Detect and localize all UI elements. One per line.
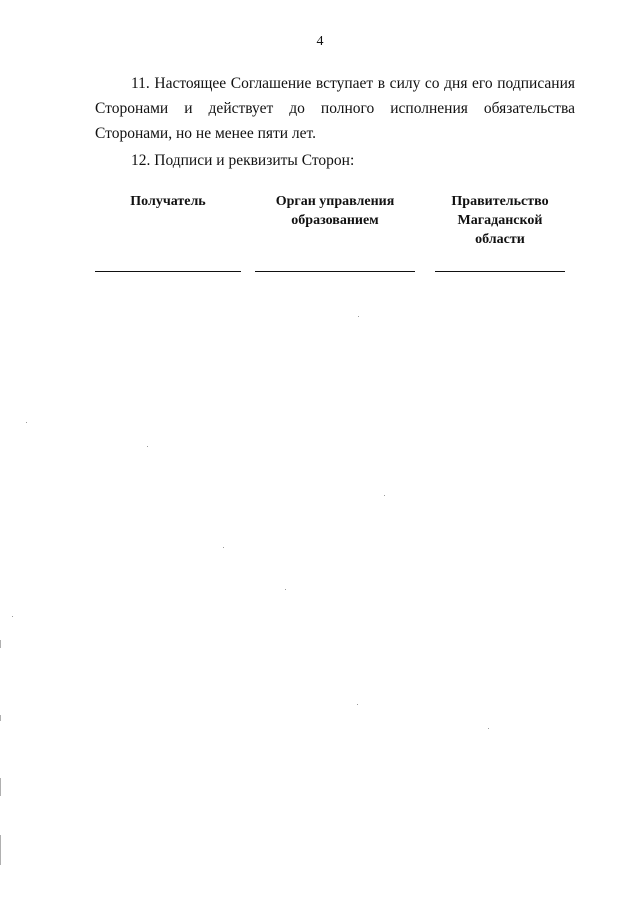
- signatory-education-authority-label: Орган управления образованием: [275, 194, 395, 228]
- signatory-magadan-government-label: Правительство Магаданской области: [451, 194, 549, 247]
- scan-speck: [358, 316, 359, 317]
- scan-speck: [285, 589, 286, 590]
- signature-line-education-authority: [255, 271, 415, 272]
- scan-speck: [26, 422, 27, 423]
- scan-edge-mark: [0, 715, 1, 721]
- scan-speck: [147, 446, 148, 447]
- page-number: 4: [316, 34, 324, 49]
- scan-edge-mark: [0, 835, 1, 865]
- clause-12-text: 12. Подписи и реквизиты Сторон:: [131, 152, 355, 169]
- signatory-recipient-label: Получатель: [130, 194, 206, 209]
- signature-line-magadan-government: [435, 271, 565, 272]
- scan-speck: [488, 728, 489, 729]
- scan-speck: [384, 495, 385, 496]
- clause-11-text: 11. Настоящее Соглашение вступает в силу со дня его подписания Сторонами и действует до полного исполнения обязательства Сторонами, но не менее пяти лет.: [95, 75, 575, 142]
- scan-speck: [12, 616, 13, 617]
- scan-edge-mark: [0, 778, 1, 796]
- scan-speck: [357, 704, 358, 705]
- scan-speck: [223, 547, 224, 548]
- signature-line-recipient: [95, 271, 241, 272]
- scan-edge-mark: [0, 640, 1, 648]
